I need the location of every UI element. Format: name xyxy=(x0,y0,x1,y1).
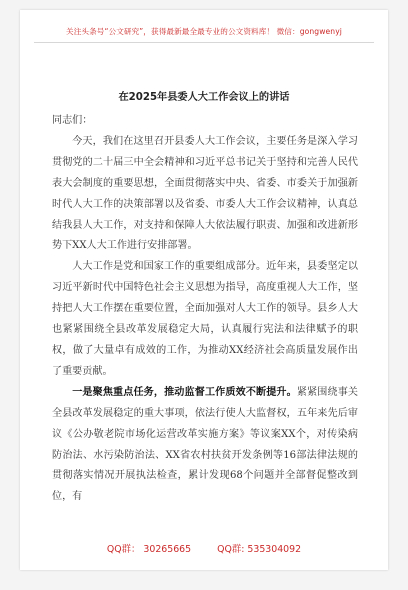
section-paragraph xyxy=(52,383,358,508)
salutation: 同志们： xyxy=(52,115,93,126)
paragraph: 人大工作是党和国家工作的重要组成部分。近年来，县委坚定以习近平新时代中国特色社会主义思想为指导，高度重视人大工作，坚持把人大工作摆在重要位置，全面加强对人大工作的领导。县乡人大也紧紧围绕全县改革发展稳定大局，认真履行宪法和法律赋予的职权，做了大量卓有成效的工作，为推动XX经济社会高质量发展作出了重要贡献。 xyxy=(52,261,358,377)
header-banner: 关注头条号“公文研究”，获得最新最全最专业的公文资料库！ 微信：gongwenyj xyxy=(66,27,342,36)
header-divider xyxy=(34,42,374,43)
document-body xyxy=(52,111,358,508)
footer-contacts xyxy=(20,541,388,555)
document-page xyxy=(20,10,388,570)
document-title: 在2025年县委人大工作会议上的讲话 xyxy=(118,92,290,103)
section-lead: 一是聚焦重点任务，推动监督工作质效不断提升。 xyxy=(72,386,297,398)
paragraph: 今天，我们在这里召开县委人大工作会议，主要任务是深入学习贯彻党的二十届三中全会精神和习近平总书记关于坚持和完善人民代表大会制度的重要思想，全面贯彻落实中央、省委、市委关于加强新时代人大工作的决策部署以及省委、市委人大工作会议精神，认真总结我县人大工作，对支持和保障人大依法履行职责、加强和改进新形势下XX人大工作进行安排部署。 xyxy=(52,135,358,252)
section-body: 紧紧围绕事关全县改革发展稳定的重大事项，依法行使人大监督权，五年来先后审议《公办敬老院市场化运营改革实施方案》等议案XX个，对传染病防治法、水污染防治法、XX省农村扶贫开发条例等16部法律法规的贯彻落实情况开展执法检查，累计发现68个问题并全部督促整改到位，有 xyxy=(52,386,359,503)
footer-qq-group-1: QQ群： 30265665 xyxy=(106,544,192,555)
footer-qq-group-2: QQ群: 535304092 xyxy=(217,544,302,555)
